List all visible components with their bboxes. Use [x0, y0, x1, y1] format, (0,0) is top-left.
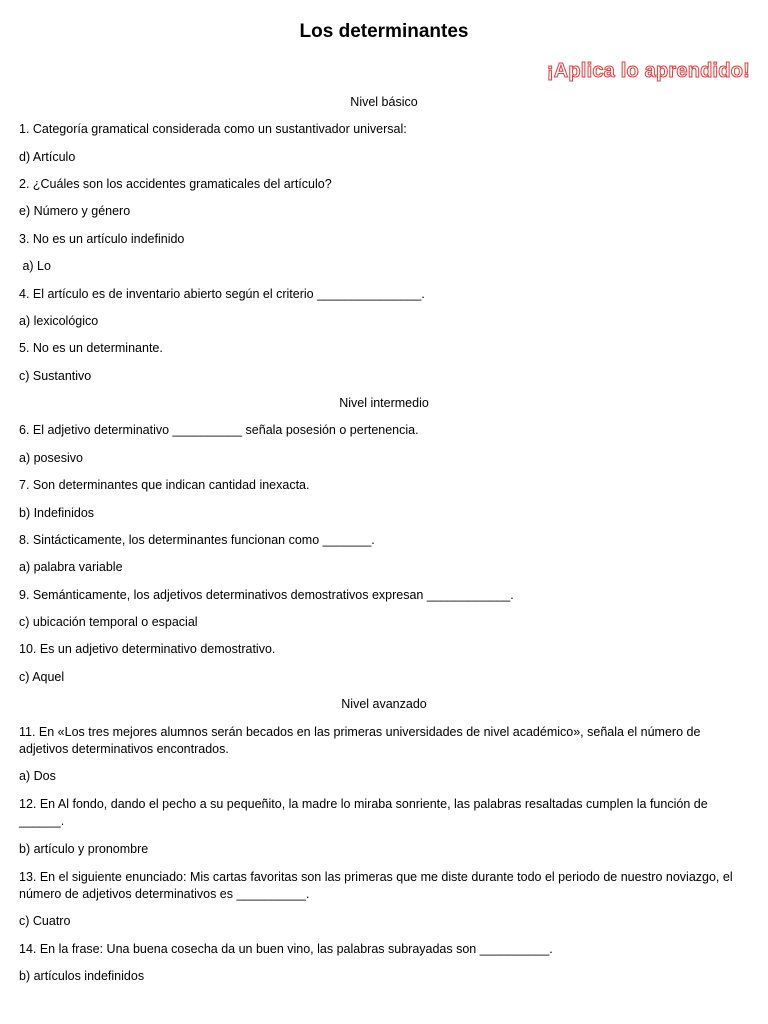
answer-6: a) posesivo	[19, 451, 83, 465]
question-9: 9. Semánticamente, los adjetivos determinativos demostrativos expresan ____________.	[19, 588, 514, 602]
answer-2: e) Número y género	[19, 204, 131, 218]
question-1: 1. Categoría gramatical considerada como un sustantivador universal:	[19, 122, 407, 136]
page-title: Los determinantes	[299, 21, 469, 42]
question-12: 12. En Al fondo, dando el pecho a su pequeñito, la madre lo miraba sonriente, las palabras resaltadas cumplen la función de ______.	[19, 797, 708, 828]
question-4: 4. El artículo es de inventario abierto según el criterio _______________.	[19, 287, 425, 301]
question-8: 8. Sintácticamente, los determinantes funcionan como _______.	[19, 533, 375, 547]
question-11: 11. En «Los tres mejores alumnos serán becados en las primeras universidades de nivel académico», señala el número de adjetivos determinativos encontrados.	[19, 725, 701, 756]
answer-1: d) Artículo	[19, 150, 76, 164]
answer-5: c) Sustantivo	[19, 369, 92, 383]
answer-11: a) Dos	[19, 769, 56, 783]
question-13: 13. En el siguiente enunciado: Mis cartas favoritas son las primeras que me diste durante todo el periodo de nuestro noviazgo, el número de adjetivos determinativos es __________.	[19, 870, 733, 901]
answer-12: b) artículo y pronombre	[19, 842, 149, 856]
page-subtitle: ¡Aplica lo aprendido!	[546, 60, 750, 82]
answer-8: a) palabra variable	[19, 560, 123, 574]
section-heading-basic: Nivel básico	[350, 95, 418, 109]
answer-9: c) ubicación temporal o espacial	[19, 615, 198, 629]
question-3: 3. No es un artículo indefinido	[19, 232, 185, 246]
question-7: 7. Son determinantes que indican cantidad inexacta.	[19, 478, 310, 492]
question-14: 14. En la frase: Una buena cosecha da un buen vino, las palabras subrayadas son __________.	[19, 942, 553, 956]
answer-3: a) Lo	[19, 259, 51, 273]
answer-13: c) Cuatro	[19, 914, 71, 928]
question-6: 6. El adjetivo determinativo __________ señala posesión o pertenencia.	[19, 423, 419, 437]
answer-14: b) artículos indefinidos	[19, 969, 145, 983]
question-2: 2. ¿Cuáles son los accidentes gramaticales del artículo?	[19, 177, 332, 191]
section-heading-advanced: Nivel avanzado	[341, 697, 427, 711]
question-10: 10. Es un adjetivo determinativo demostrativo.	[19, 642, 276, 656]
answer-7: b) Indefinidos	[19, 506, 95, 520]
question-5: 5. No es un determinante.	[19, 341, 163, 355]
answer-4: a) lexicológico	[19, 314, 99, 328]
answer-10: c) Aquel	[19, 670, 65, 684]
section-heading-intermediate: Nivel intermedio	[339, 396, 429, 410]
